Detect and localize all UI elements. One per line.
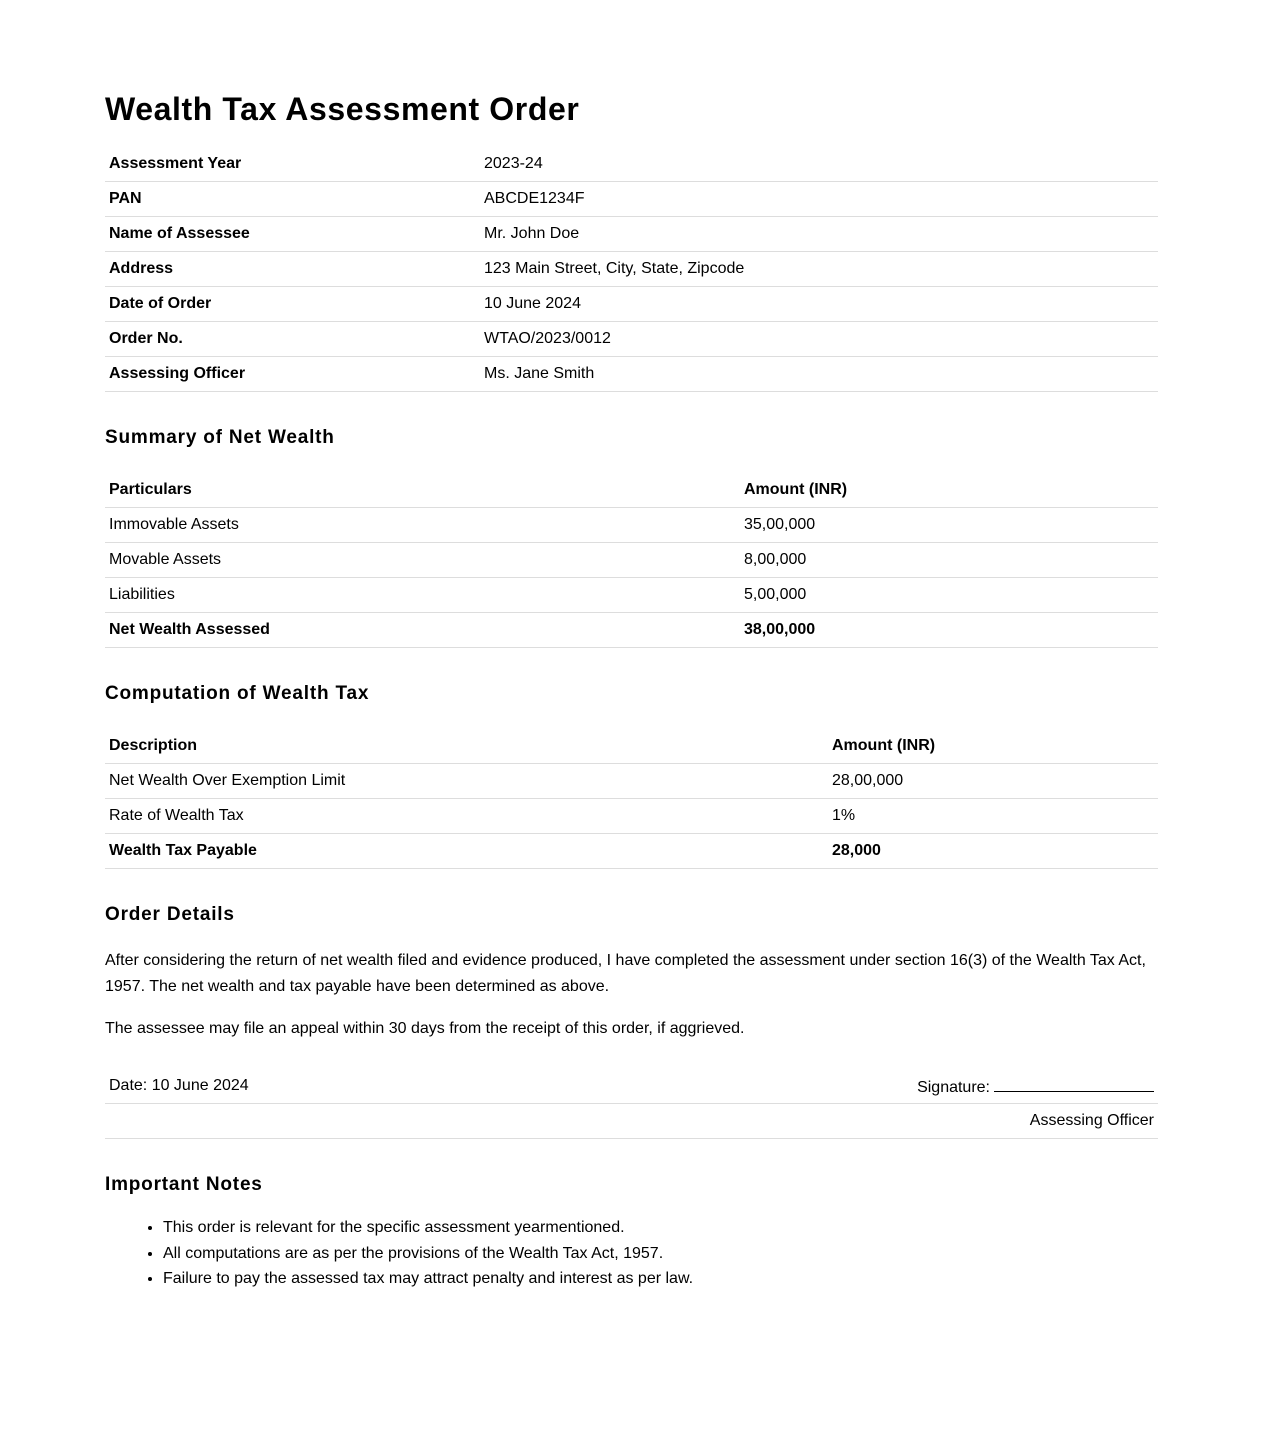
order-paragraph: After considering the return of net wealth filed and evidence produced, I have completed the assessment under section 16(3) of the Wealth Tax Act, 1957. The net wealth and tax payable have been determined as above.: [105, 952, 1146, 995]
column-header-description: Description: [105, 729, 828, 764]
row-amount: 8,00,000: [740, 543, 1158, 578]
row-label: Net Wealth Assessed: [105, 613, 740, 648]
row-label: Wealth Tax Payable: [105, 834, 828, 869]
tax-computation-table: [105, 729, 1158, 869]
row-label: Rate of Wealth Tax: [105, 799, 828, 834]
signature-line: [994, 1076, 1154, 1092]
list-item: • Failure to pay the assessed tax may attract penalty and interest as per law.: [163, 1266, 1158, 1292]
summary-heading: Summary of Net Wealth: [105, 427, 335, 448]
column-header-amount: Amount (INR): [740, 473, 1158, 508]
info-value: 10 June 2024: [480, 287, 1158, 322]
table-row: [105, 182, 1158, 217]
table-header-row: [105, 473, 1158, 508]
net-wealth-summary-table: [105, 473, 1158, 648]
row-label: Net Wealth Over Exemption Limit: [105, 764, 828, 799]
table-row: [105, 217, 1158, 252]
info-label: Assessment Year: [105, 147, 480, 182]
table-row: [105, 252, 1158, 287]
row-amount: 28,000: [828, 834, 1158, 869]
row-amount: 28,00,000: [828, 764, 1158, 799]
row-label: Immovable Assets: [105, 508, 740, 543]
table-header-row: [105, 729, 1158, 764]
info-label: Assessing Officer: [105, 357, 480, 392]
table-row: [105, 357, 1158, 392]
order-date: Date: 10 June 2024: [105, 1069, 501, 1104]
info-value: 2023-24: [480, 147, 1158, 182]
table-row: [105, 578, 1158, 613]
appeal-paragraph: The assessee may file an appeal within 30 days from the receipt of this order, if aggrieved.: [105, 1020, 745, 1037]
important-notes-heading: Important Notes: [105, 1174, 263, 1195]
order-details-heading: Order Details: [105, 904, 235, 925]
table-row: [105, 799, 1158, 834]
table-row: [105, 147, 1158, 182]
signature-label: Signature:: [917, 1078, 990, 1096]
signature-cell: [501, 1069, 1158, 1104]
row-label: Liabilities: [105, 578, 740, 613]
table-row: [105, 764, 1158, 799]
row-amount: 38,00,000: [740, 613, 1158, 648]
officer-designation: Assessing Officer: [501, 1104, 1158, 1139]
table-row: [105, 543, 1158, 578]
info-label: Name of Assessee: [105, 217, 480, 252]
page-title: Wealth Tax Assessment Order: [105, 91, 580, 127]
document: [105, 0, 1158, 1292]
row-amount: 1%: [828, 799, 1158, 834]
total-row: [105, 613, 1158, 648]
list-item: • This order is relevant for the specific assessment yearmentioned.: [163, 1215, 1158, 1241]
table-row: [105, 322, 1158, 357]
column-header-particulars: Particulars: [105, 473, 740, 508]
row-amount: 5,00,000: [740, 578, 1158, 613]
list-item: • All computations are as per the provisions of the Wealth Tax Act, 1957.: [163, 1241, 1158, 1267]
info-label: Address: [105, 252, 480, 287]
table-row: [105, 287, 1158, 322]
computation-heading: Computation of Wealth Tax: [105, 683, 370, 704]
table-row: [105, 1104, 1158, 1139]
row-amount: 35,00,000: [740, 508, 1158, 543]
info-value: ABCDE1234F: [480, 182, 1158, 217]
signature-block: [105, 1069, 1158, 1139]
info-label: PAN: [105, 182, 480, 217]
info-value: 123 Main Street, City, State, Zipcode: [480, 252, 1158, 287]
total-row: [105, 834, 1158, 869]
empty-cell: [105, 1104, 501, 1139]
notes-list: [105, 1215, 1158, 1292]
info-value: Mr. John Doe: [480, 217, 1158, 252]
column-header-amount: Amount (INR): [828, 729, 1158, 764]
info-label: Order No.: [105, 322, 480, 357]
table-row: [105, 1069, 1158, 1104]
row-label: Movable Assets: [105, 543, 740, 578]
info-label: Date of Order: [105, 287, 480, 322]
table-row: [105, 508, 1158, 543]
info-value: Ms. Jane Smith: [480, 357, 1158, 392]
assessment-info-table: [105, 147, 1158, 392]
info-value: WTAO/2023/0012: [480, 322, 1158, 357]
